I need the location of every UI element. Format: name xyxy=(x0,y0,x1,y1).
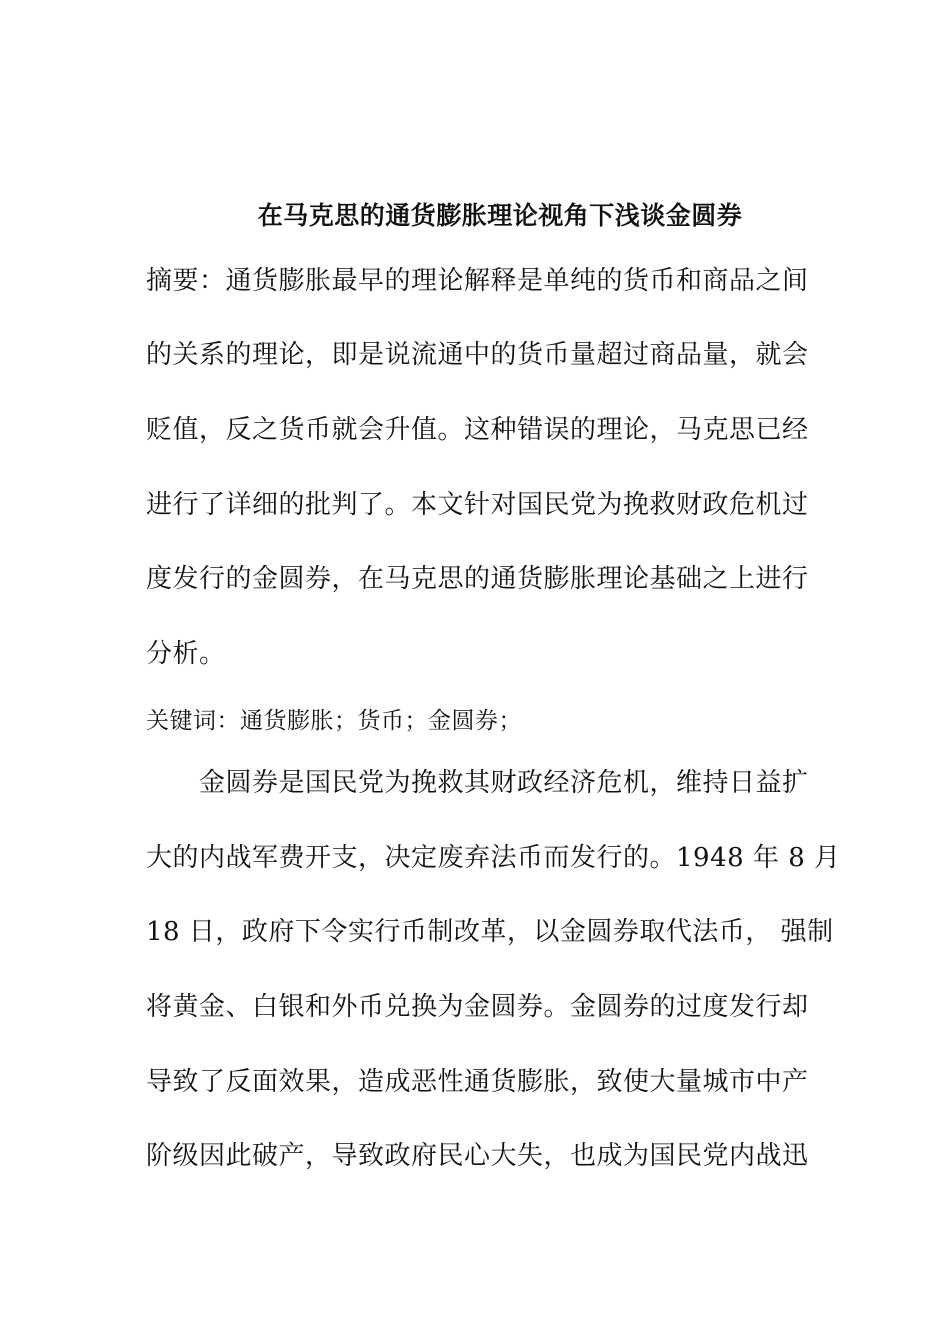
abstract-line: 度发行的金圆券，在马克思的通货膨胀理论基础之上进行 xyxy=(146,564,809,594)
abstract-line: 贬值，反之货币就会升值。这种错误的理论，马克思已经 xyxy=(146,415,809,445)
abstract-line: 进行了详细的批判了。本文针对国民党为挽救财政危机过 xyxy=(146,490,809,520)
body-line: 金圆券是国民党为挽救其财政经济危机，维持日益扩 xyxy=(146,768,809,798)
body-line: 大的内战军费开支，决定废弃法币而发行的。1948 年 8 月 xyxy=(146,843,841,873)
abstract-line: 分析。 xyxy=(146,639,226,669)
abstract-line: 的关系的理论，即是说流通中的货币量超过商品量，就会 xyxy=(146,340,809,370)
keywords-line: 关键词：通货膨胀；货币；金圆券； xyxy=(146,708,522,734)
abstract-line: 摘要：通货膨胀最早的理论解释是单纯的货币和商品之间 xyxy=(146,266,809,296)
body-line: 将黄金、白银和外币兑换为金圆券。金圆券的过度发行却 xyxy=(146,992,809,1022)
body-line: 导致了反面效果，造成恶性通货膨胀，致使大量城市中产 xyxy=(146,1067,809,1097)
body-line: 18 日，政府下令实行币制改革，以金圆券取代法币， 强制 xyxy=(146,917,834,947)
body-line: 阶级因此破产，导致政府民心大失，也成为国民党内战迅 xyxy=(146,1141,809,1171)
document-title: 在马克思的通货膨胀理论视角下浅谈金圆券 xyxy=(257,201,743,230)
